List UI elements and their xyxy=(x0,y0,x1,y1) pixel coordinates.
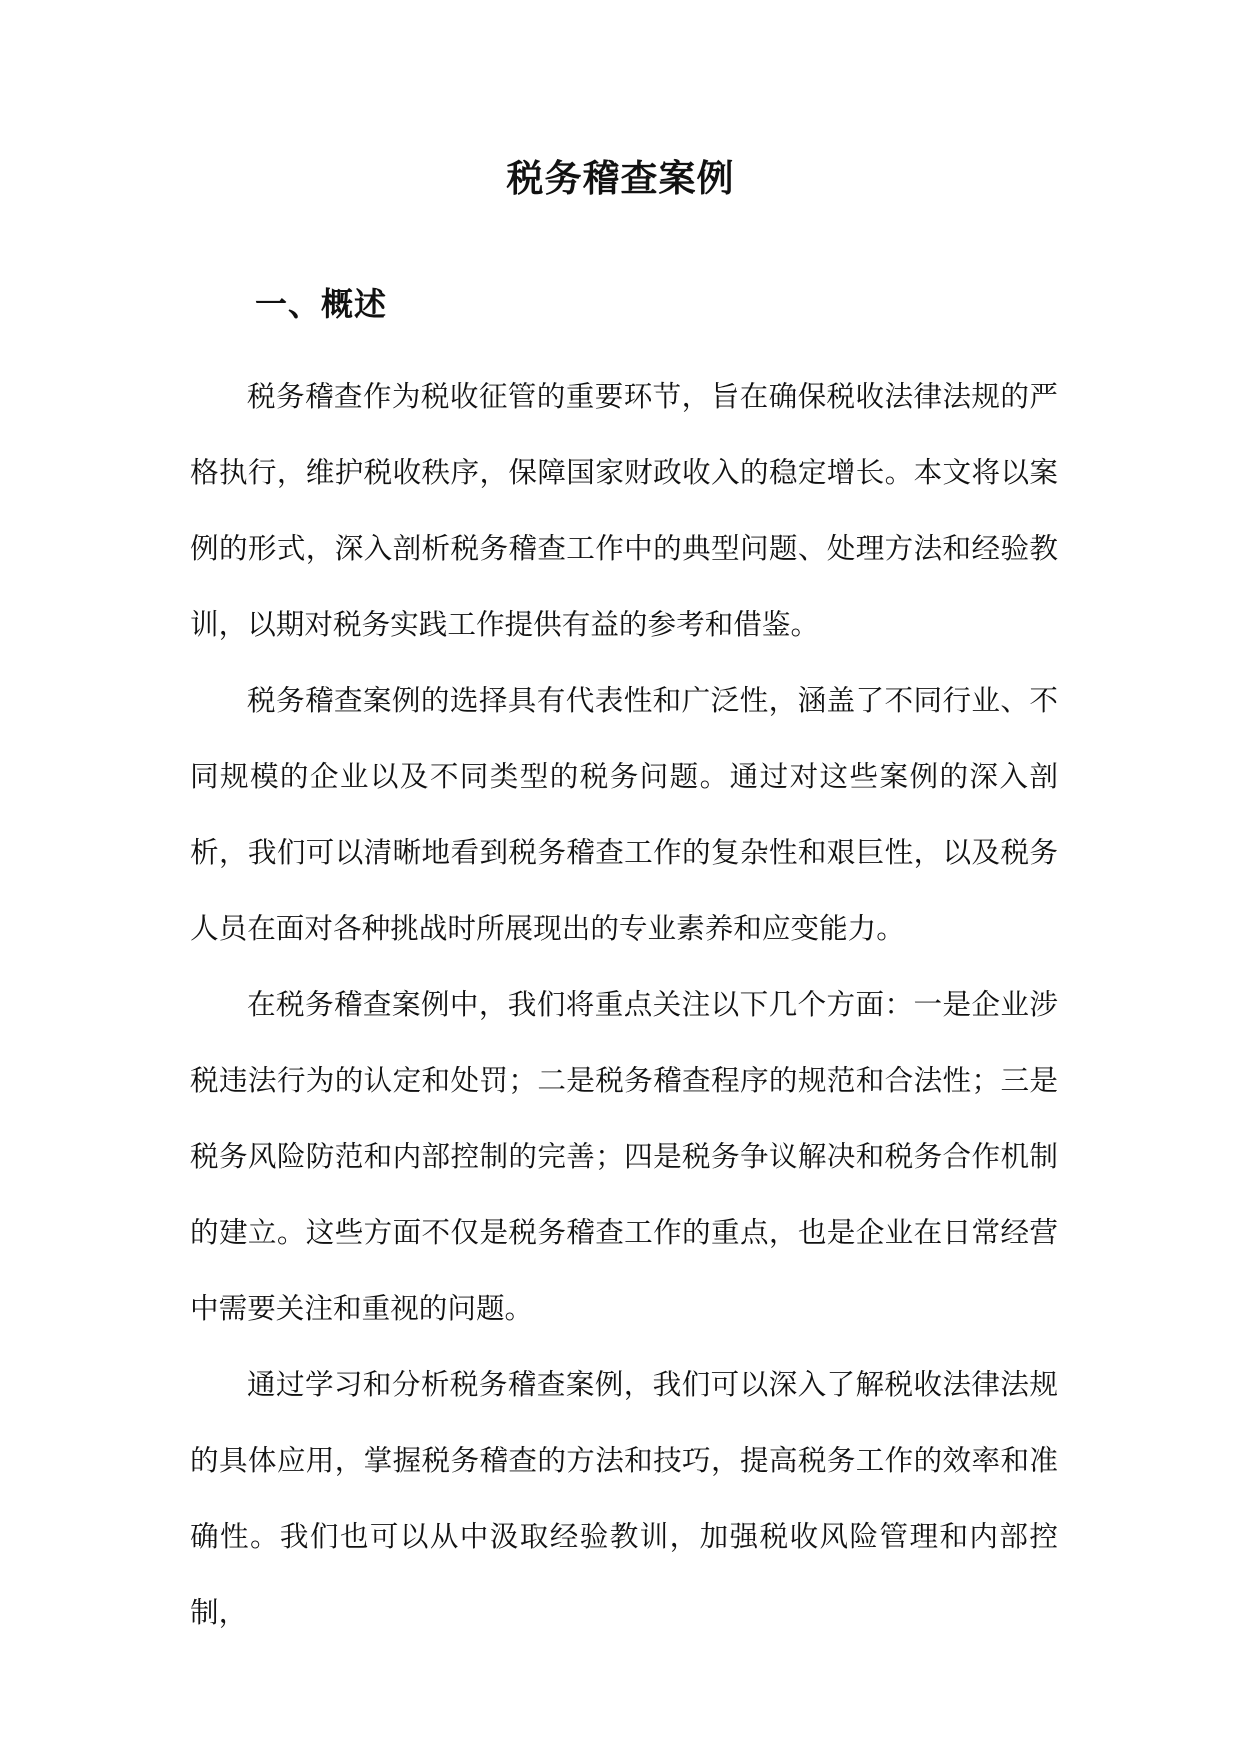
section-heading: 一、概述 xyxy=(255,285,388,323)
paragraph-4: 通过学习和分析税务稽查案例，我们可以深入了解税收法律法规的具体应用，掌握税务稽查的方法和技巧，提高税务工作的效率和准确性。我们也可以从中汲取经验教训，加强税收风险管理和内部控制， xyxy=(190,1367,1058,1629)
paragraph-1: 税务稽查作为税收征管的重要环节，旨在确保税收法律法规的严格执行，维护税收秩序，保障国家财政收入的稳定增长。本文将以案例的形式，深入剖析税务稽查工作中的典型问题、处理方法和经验教训，以期对税务实践工作提供有益的参考和借鉴。 xyxy=(190,379,1058,641)
paragraph-2: 税务稽查案例的选择具有代表性和广泛性，涵盖了不同行业、不同规模的企业以及不同类型的税务问题。通过对这些案例的深入剖析，我们可以清晰地看到税务稽查工作的复杂性和艰巨性，以及税务人员在面对各种挑战时所展现出的专业素养和应变能力。 xyxy=(190,683,1058,945)
paragraph-3: 在税务稽查案例中，我们将重点关注以下几个方面：一是企业涉税违法行为的认定和处罚；二是税务稽查程序的规范和合法性；三是税务风险防范和内部控制的完善；四是税务争议解决和税务合作机制的建立。这些方面不仅是税务稽查工作的重点，也是企业在日常经营中需要关注和重视的问题。 xyxy=(190,987,1058,1325)
page-title: 税务稽查案例 xyxy=(506,156,735,200)
